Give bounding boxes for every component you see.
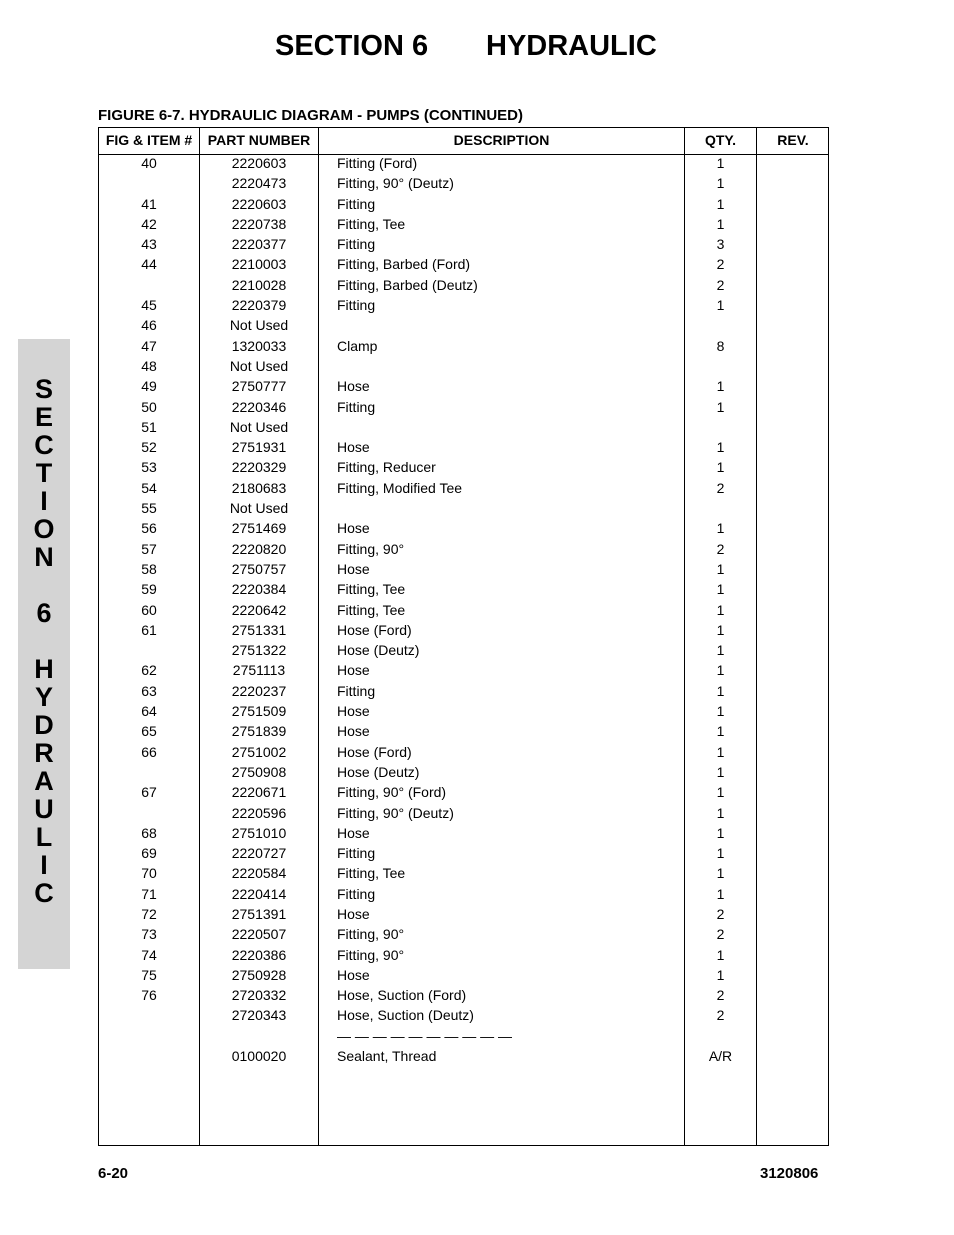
cell-fig-item: 75 <box>141 966 157 983</box>
cell-description: Fitting, Modified Tee <box>337 479 463 496</box>
cell-description: Fitting, 90° <box>337 946 405 963</box>
cell-fig-item: 67 <box>141 784 157 801</box>
cell-fig-item: 76 <box>141 987 157 1004</box>
table-row <box>99 642 828 662</box>
table-row <box>99 1007 828 1027</box>
table-row <box>99 1048 828 1068</box>
cell-part-number: 2220386 <box>231 946 287 963</box>
cell-part-number: 2220346 <box>231 398 287 415</box>
cell-qty: 1 <box>716 215 725 232</box>
section-number: SECTION 6 <box>275 30 429 62</box>
table-row <box>99 459 828 479</box>
cell-qty: 2 <box>716 256 725 273</box>
table-header <box>99 128 828 155</box>
cell-qty: 1 <box>716 946 725 963</box>
cell-part-number: 2751322 <box>231 642 287 659</box>
cell-description: Fitting, 90° <box>337 926 405 943</box>
table-row <box>99 338 828 358</box>
header-part-number: PART NUMBER <box>207 132 311 148</box>
cell-part-number: 2751839 <box>231 723 287 740</box>
cell-part-number: 2220820 <box>231 540 287 557</box>
cell-part-number: 2220584 <box>231 865 287 882</box>
cell-description: Sealant, Thread <box>337 1048 437 1065</box>
table-row <box>99 622 828 642</box>
cell-description: Hose <box>337 520 370 537</box>
cell-qty: 1 <box>716 763 725 780</box>
cell-fig-item: 49 <box>141 378 157 395</box>
cell-part-number: 2750908 <box>231 763 287 780</box>
header-qty: QTY. <box>704 132 737 148</box>
cell-description: Fitting <box>337 885 376 902</box>
cell-qty: 1 <box>716 784 725 801</box>
cell-qty: 1 <box>716 459 725 476</box>
table-row <box>99 865 828 885</box>
table-row <box>99 297 828 317</box>
cell-part-number: 2750757 <box>231 560 287 577</box>
cell-fig-item: 55 <box>141 500 157 517</box>
cell-fig-item: 66 <box>141 743 157 760</box>
cell-qty: 1 <box>716 439 725 456</box>
cell-qty: 1 <box>716 662 725 679</box>
cell-fig-item: 45 <box>141 297 157 314</box>
table-row <box>99 317 828 337</box>
figure-title: FIGURE 6-7. HYDRAULIC DIAGRAM - PUMPS (CONTINUED) <box>98 107 524 124</box>
side-tab-letter: C <box>34 878 54 908</box>
cell-qty: 1 <box>716 155 725 171</box>
side-tab-letter: E <box>34 402 53 432</box>
cell-part-number: 2220727 <box>231 845 287 862</box>
table-row <box>99 886 828 906</box>
cell-part-number: 2220738 <box>231 215 287 232</box>
cell-description: Fitting, Reducer <box>337 459 436 476</box>
cell-qty: 1 <box>716 865 725 882</box>
document-number: 3120806 <box>760 1165 819 1182</box>
cell-part-number: 2751113 <box>232 662 286 679</box>
cell-description: Fitting, 90° <box>337 540 405 557</box>
cell-qty: 8 <box>716 337 725 354</box>
table-row <box>99 256 828 276</box>
cell-qty: 1 <box>716 845 725 862</box>
cell-qty: 2 <box>716 987 725 1004</box>
cell-description: Fitting <box>337 297 376 314</box>
cell-qty: 1 <box>716 520 725 537</box>
header-description: DESCRIPTION <box>453 132 550 148</box>
table-row <box>99 764 828 784</box>
cell-fig-item: 42 <box>141 215 157 232</box>
cell-part-number: Not Used <box>229 418 289 435</box>
section-side-tab <box>18 339 70 969</box>
side-tab-letter: Y <box>34 682 53 712</box>
cell-fig-item: 53 <box>141 459 157 476</box>
table-row <box>99 662 828 682</box>
cell-description: Fitting <box>337 398 376 415</box>
page-number: 6-20 <box>98 1165 129 1182</box>
side-tab-letter: I <box>40 486 48 516</box>
table-row <box>99 358 828 378</box>
cell-fig-item: 51 <box>141 418 157 435</box>
table-row <box>99 683 828 703</box>
table-row <box>99 480 828 500</box>
cell-description: Hose <box>337 560 370 577</box>
table-row <box>99 1028 828 1048</box>
side-tab-letter: C <box>34 430 54 460</box>
cell-description: Fitting, Barbed (Deutz) <box>337 276 478 293</box>
table-row <box>99 581 828 601</box>
table-row <box>99 926 828 946</box>
table-row <box>99 175 828 195</box>
cell-description: Fitting (Ford) <box>337 155 418 171</box>
table-row <box>99 419 828 439</box>
cell-qty: 3 <box>716 236 725 253</box>
side-tab-letter: U <box>34 794 54 824</box>
cell-part-number: 2220377 <box>231 236 287 253</box>
cell-fig-item: 40 <box>141 155 157 171</box>
table-row <box>99 399 828 419</box>
cell-qty: A/R <box>708 1048 733 1065</box>
cell-qty: 1 <box>716 885 725 902</box>
cell-description: — — — — — — — — — — <box>337 1027 513 1044</box>
cell-part-number: 1320033 <box>231 337 287 354</box>
table-row <box>99 236 828 256</box>
cell-description: Fitting, 90° (Deutz) <box>337 804 454 821</box>
cell-fig-item: 68 <box>141 824 157 841</box>
cell-description: Fitting <box>337 236 376 253</box>
cell-part-number: 2751331 <box>231 621 287 638</box>
table-row <box>99 784 828 804</box>
cell-description: Fitting, Tee <box>337 865 406 882</box>
table-row <box>99 602 828 622</box>
cell-part-number: 2220596 <box>231 804 287 821</box>
cell-qty: 1 <box>716 621 725 638</box>
cell-description: Hose <box>337 703 370 720</box>
cell-fig-item: 60 <box>141 601 157 618</box>
cell-fig-item: 63 <box>141 682 157 699</box>
parts-table <box>98 127 829 1146</box>
cell-part-number: 2220603 <box>231 155 287 171</box>
cell-fig-item: 43 <box>141 236 157 253</box>
cell-part-number: 2750928 <box>231 966 287 983</box>
cell-part-number: 2751391 <box>231 905 287 922</box>
side-tab-letters <box>18 375 70 907</box>
cell-fig-item: 64 <box>141 703 157 720</box>
cell-fig-item: 62 <box>141 662 157 679</box>
cell-fig-item: 54 <box>141 479 157 496</box>
cell-qty: 2 <box>716 905 725 922</box>
cell-qty: 1 <box>716 560 725 577</box>
side-tab-letter: L <box>35 822 53 852</box>
cell-description: Fitting, Tee <box>337 601 406 618</box>
cell-part-number: 2751509 <box>231 703 287 720</box>
cell-qty: 1 <box>716 703 725 720</box>
table-row <box>99 196 828 216</box>
cell-fig-item: 48 <box>141 357 157 374</box>
cell-part-number: 2220329 <box>231 459 287 476</box>
side-tab-letter: A <box>34 766 54 796</box>
cell-part-number: 2220384 <box>231 581 287 598</box>
cell-part-number: 2210003 <box>231 256 287 273</box>
cell-fig-item: 47 <box>141 337 157 354</box>
table-row <box>99 845 828 865</box>
cell-fig-item: 46 <box>141 317 157 334</box>
table-row <box>99 703 828 723</box>
side-tab-letter: 6 <box>36 598 52 628</box>
table-row <box>99 216 828 236</box>
cell-part-number: 0100020 <box>231 1048 287 1065</box>
cell-fig-item: 65 <box>141 723 157 740</box>
cell-part-number: 2220671 <box>231 784 287 801</box>
cell-part-number: Not Used <box>229 500 289 517</box>
cell-description: Fitting, 90° (Ford) <box>337 784 447 801</box>
table-body <box>99 155 828 1068</box>
cell-qty: 1 <box>716 682 725 699</box>
table-row <box>99 825 828 845</box>
cell-fig-item: 44 <box>141 256 157 273</box>
cell-description: Fitting, Barbed (Ford) <box>337 256 471 273</box>
cell-description: Hose <box>337 723 370 740</box>
table-row <box>99 967 828 987</box>
table-row <box>99 987 828 1007</box>
side-tab-letter: D <box>34 710 54 740</box>
cell-part-number: 2750777 <box>231 378 287 395</box>
cell-description: Hose (Ford) <box>337 621 412 638</box>
cell-qty: 1 <box>716 642 725 659</box>
cell-description: Fitting, 90° (Deutz) <box>337 175 454 192</box>
cell-description: Fitting, Tee <box>337 581 406 598</box>
side-tab-letter: O <box>33 514 55 544</box>
side-tab-letter: S <box>34 374 53 404</box>
cell-description: Hose <box>337 439 370 456</box>
cell-part-number: 2751469 <box>231 520 287 537</box>
cell-qty: 1 <box>716 378 725 395</box>
cell-description: Fitting, Tee <box>337 215 406 232</box>
side-tab-letter: N <box>34 542 54 572</box>
cell-description: Hose, Suction (Deutz) <box>337 1007 474 1024</box>
cell-description: Hose, Suction (Ford) <box>337 987 467 1004</box>
cell-fig-item: 72 <box>141 905 157 922</box>
table-row <box>99 744 828 764</box>
cell-part-number: 2180683 <box>231 479 287 496</box>
cell-fig-item: 71 <box>141 885 157 902</box>
header-fig-item: FIG & ITEM # <box>105 132 193 148</box>
table-row <box>99 723 828 743</box>
cell-fig-item: 56 <box>141 520 157 537</box>
cell-description: Hose <box>337 662 370 679</box>
cell-part-number: 2720343 <box>231 1007 287 1024</box>
cell-fig-item: 59 <box>141 581 157 598</box>
cell-fig-item: 50 <box>141 398 157 415</box>
side-tab-letter: I <box>40 850 48 880</box>
cell-qty: 1 <box>716 743 725 760</box>
table-row <box>99 378 828 398</box>
cell-part-number: 2751931 <box>231 439 287 456</box>
cell-qty: 1 <box>716 175 725 192</box>
cell-part-number: 2220237 <box>231 682 287 699</box>
cell-qty: 1 <box>716 966 725 983</box>
table-row <box>99 500 828 520</box>
cell-qty: 2 <box>716 1007 725 1024</box>
cell-description: Hose <box>337 966 370 983</box>
cell-description: Fitting <box>337 845 376 862</box>
cell-part-number: 2220507 <box>231 926 287 943</box>
table-row <box>99 561 828 581</box>
cell-qty: 2 <box>716 479 725 496</box>
side-tab-letter: T <box>35 458 53 488</box>
cell-description: Hose <box>337 905 370 922</box>
cell-description: Fitting <box>337 682 376 699</box>
cell-part-number: 2751002 <box>231 743 287 760</box>
cell-part-number: 2220642 <box>231 601 287 618</box>
cell-description: Clamp <box>337 337 378 354</box>
cell-fig-item: 74 <box>141 946 157 963</box>
cell-qty: 1 <box>716 804 725 821</box>
cell-qty: 2 <box>716 276 725 293</box>
cell-description: Hose <box>337 378 370 395</box>
cell-fig-item: 73 <box>141 926 157 943</box>
section-title: HYDRAULIC <box>486 30 657 62</box>
cell-description: Hose <box>337 824 370 841</box>
table-row <box>99 541 828 561</box>
cell-part-number: 2210028 <box>231 276 287 293</box>
cell-qty: 1 <box>716 601 725 618</box>
cell-part-number: Not Used <box>229 357 289 374</box>
cell-part-number: 2720332 <box>231 987 287 1004</box>
table-row <box>99 520 828 540</box>
cell-qty: 2 <box>716 926 725 943</box>
cell-fig-item: 61 <box>141 621 157 638</box>
cell-fig-item: 70 <box>141 865 157 882</box>
cell-qty: 1 <box>716 297 725 314</box>
cell-qty: 2 <box>716 540 725 557</box>
table-row <box>99 906 828 926</box>
cell-part-number: 2220473 <box>231 175 287 192</box>
cell-fig-item: 58 <box>141 560 157 577</box>
cell-qty: 1 <box>716 195 725 212</box>
cell-qty: 1 <box>716 824 725 841</box>
cell-fig-item: 57 <box>141 540 157 557</box>
header-rev: REV. <box>777 132 809 148</box>
cell-fig-item: 52 <box>141 439 157 456</box>
cell-description: Fitting <box>337 195 376 212</box>
table-row <box>99 277 828 297</box>
side-tab-letter: R <box>34 738 54 768</box>
cell-description: Hose (Deutz) <box>337 763 420 780</box>
cell-part-number: 2751010 <box>231 824 287 841</box>
table-row <box>99 155 828 175</box>
cell-fig-item: 69 <box>141 845 157 862</box>
cell-part-number: 2220603 <box>231 195 287 212</box>
cell-qty: 1 <box>716 581 725 598</box>
table-row <box>99 947 828 967</box>
cell-part-number: Not Used <box>229 317 289 334</box>
cell-part-number: 2220414 <box>231 885 287 902</box>
table-row <box>99 439 828 459</box>
cell-description: Hose (Deutz) <box>337 642 420 659</box>
cell-description: Hose (Ford) <box>337 743 412 760</box>
cell-qty: 1 <box>716 723 725 740</box>
table-row <box>99 805 828 825</box>
cell-fig-item: 41 <box>141 195 157 212</box>
side-tab-letter: H <box>34 654 54 684</box>
cell-qty: 1 <box>716 398 725 415</box>
cell-part-number: 2220379 <box>231 297 287 314</box>
